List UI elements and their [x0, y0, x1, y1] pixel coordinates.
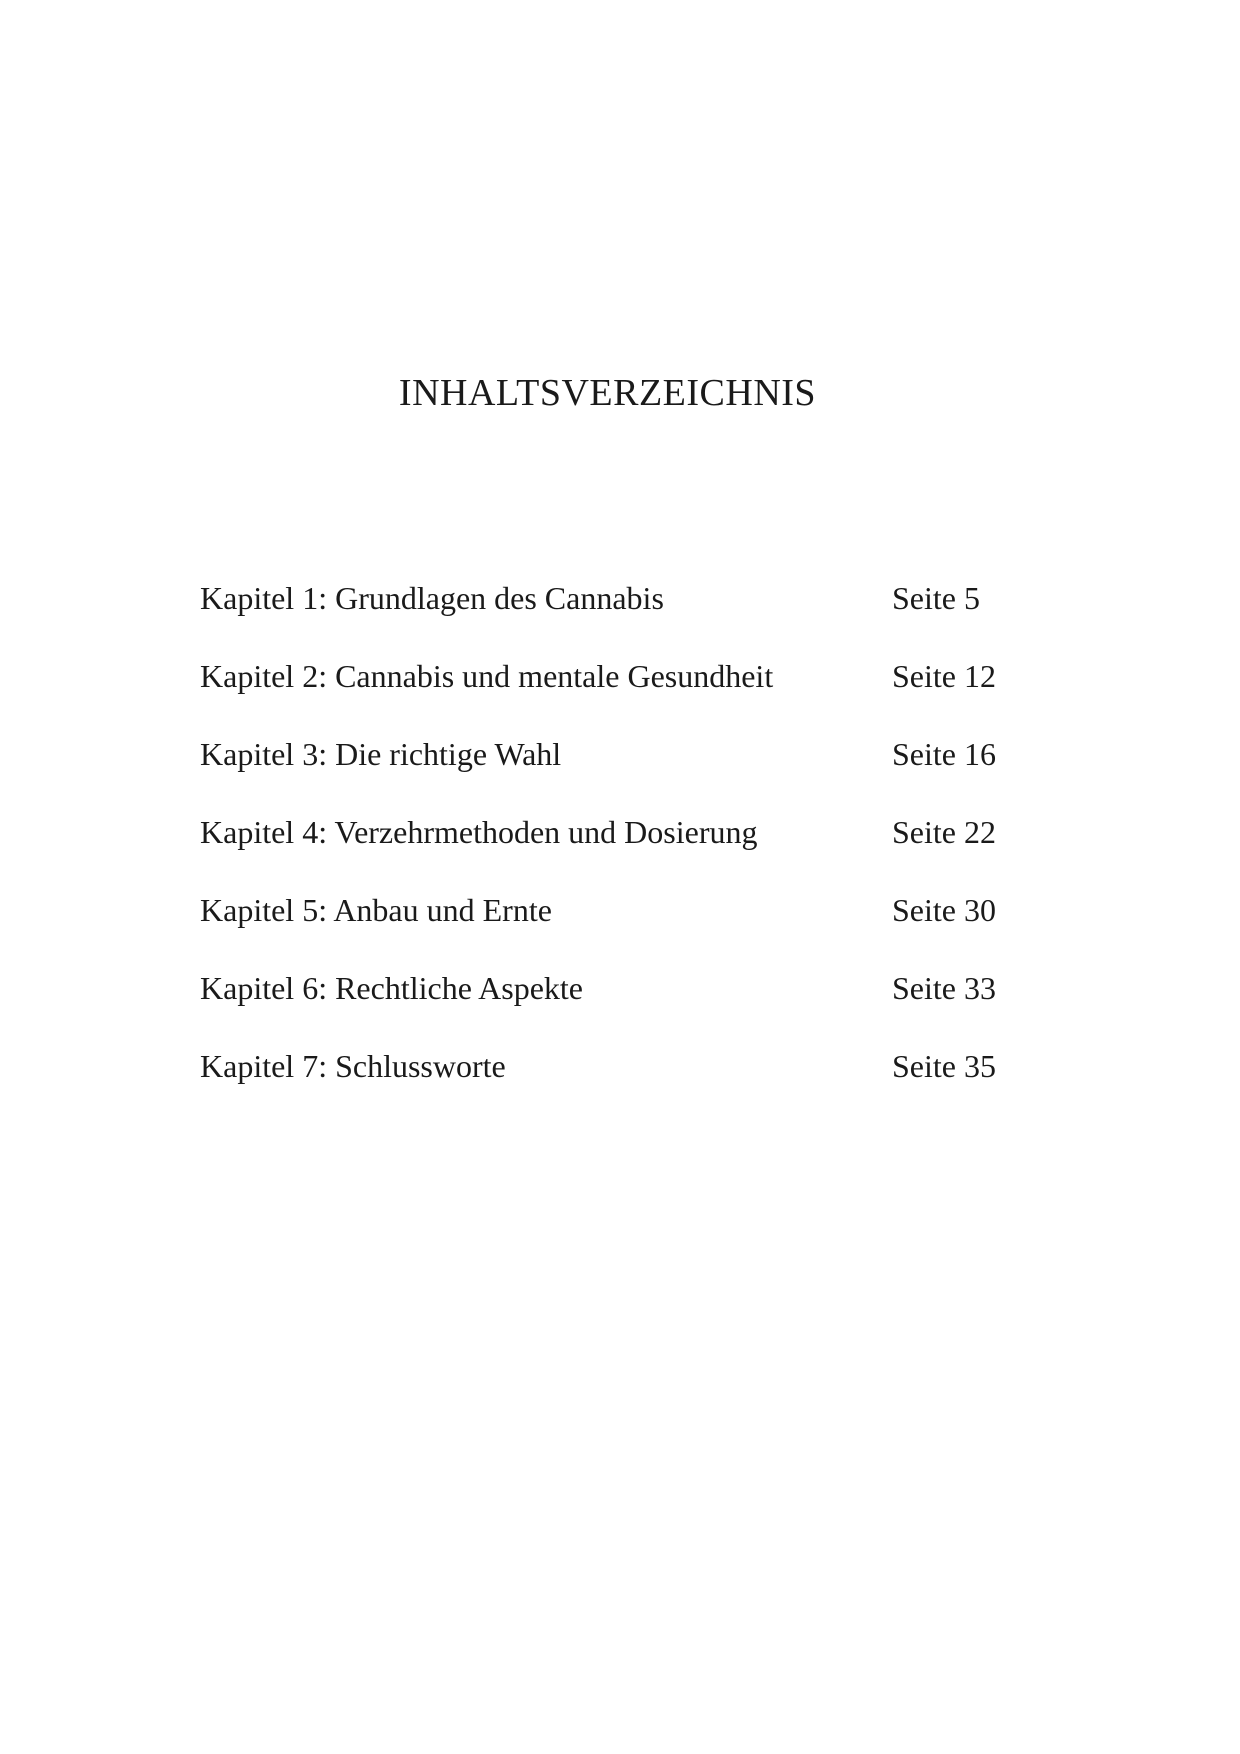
toc-page-number: Seite 35 — [892, 1048, 996, 1084]
table-of-contents — [200, 574, 1020, 1120]
toc-page-number: Seite 30 — [892, 892, 996, 928]
toc-entry-1 — [200, 574, 1020, 652]
toc-entry-2 — [200, 652, 1020, 730]
toc-entry-4 — [200, 808, 1020, 886]
toc-chapter-title: Kapitel 7: Schlussworte — [200, 1048, 506, 1084]
toc-page-number: Seite 16 — [892, 736, 996, 772]
toc-entry-3 — [200, 730, 1020, 808]
toc-entry-7 — [200, 1042, 1020, 1120]
toc-chapter-title: Kapitel 3: Die richtige Wahl — [200, 736, 562, 772]
toc-chapter-title: Kapitel 6: Rechtliche Aspekte — [200, 970, 583, 1006]
toc-chapter-title: Kapitel 1: Grundlagen des Cannabis — [200, 580, 664, 616]
toc-page-number: Seite 5 — [892, 580, 980, 616]
toc-chapter-title: Kapitel 2: Cannabis und mentale Gesundheit — [200, 658, 774, 694]
toc-page-number: Seite 12 — [892, 658, 996, 694]
toc-page-number: Seite 22 — [892, 814, 996, 850]
toc-chapter-title: Kapitel 5: Anbau und Ernte — [200, 892, 552, 928]
toc-chapter-title: Kapitel 4: Verzehrmethoden und Dosierung — [200, 814, 758, 850]
toc-entry-5 — [200, 886, 1020, 964]
page-title: INHALTSVERZEICHNIS — [398, 372, 817, 414]
toc-page-number: Seite 33 — [892, 970, 996, 1006]
toc-entry-6 — [200, 964, 1020, 1042]
